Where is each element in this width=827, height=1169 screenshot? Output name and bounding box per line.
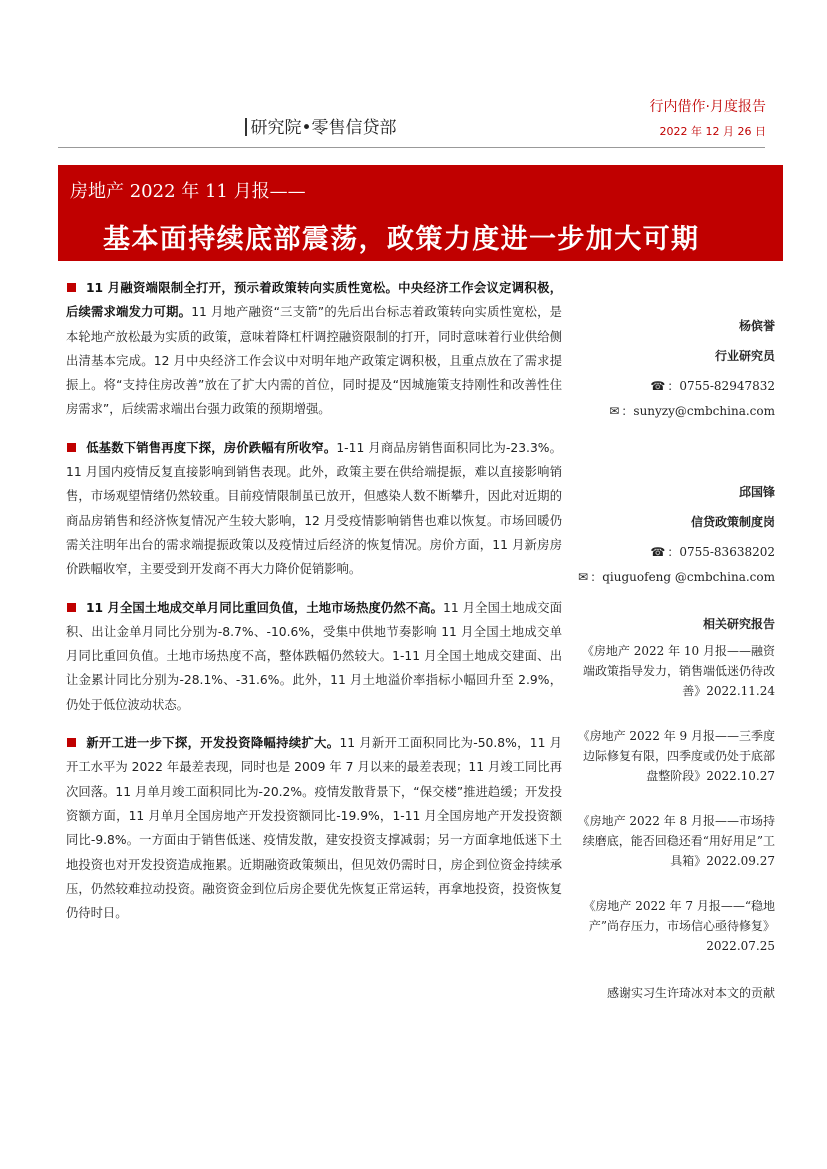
section-lead: 11 月全国土地成交单月同比重回负值，土地市场热度仍然不高。 — [86, 600, 444, 615]
main-content — [66, 276, 562, 939]
section-lead: 低基数下销售再度下探，房价跌幅有所收窄。 — [86, 440, 337, 455]
analyst-card — [575, 317, 775, 419]
related-report-title: 《房地产 2022 年 8 月报——市场持续磨底，能否回稳还看“用好用足”工具箱》 — [577, 814, 775, 868]
email-address[interactable]: qiuguofeng @cmbchina.com — [602, 570, 775, 584]
analyst-phone: ☎ ：0755-83638202 — [650, 545, 775, 559]
square-bullet-icon — [67, 738, 76, 747]
acknowledgement: 感谢实习生许琦冰对本文的贡献 — [606, 986, 775, 1000]
phone-icon: ☎ — [650, 545, 666, 559]
square-bullet-icon — [67, 283, 76, 292]
email-icon: ✉ — [578, 570, 589, 584]
related-report-date: 2022.07.25 — [706, 939, 775, 953]
phone-number: 0755-83638202 — [679, 545, 775, 559]
analyst-email: ✉ ：sunyzy@cmbchina.com — [609, 404, 775, 418]
related-report[interactable] — [575, 726, 775, 786]
related-report-title: 《房地产 2022 年 10 月报——融资端政策指导发力，销售端低迷仍待改善》 — [581, 644, 775, 698]
title-banner — [58, 165, 783, 261]
related-report[interactable] — [575, 896, 775, 956]
square-bullet-icon — [67, 443, 76, 452]
section-paragraph — [66, 596, 562, 717]
section-body: 11 月全国土地成交面积、出让金单月同比分别为-8.7%、-10.6%，受集中供地节奏影响 11 月全国土地成交单月同比重回负值。土地市场热度不高，整体跌幅仍然较大。1-11 月全国土地成交建面、出让金累计同比分别为-28.1%、-31.6%。此外，11 月土地溢价率指标小幅回升至 2.9%，仍处于低位波动状态。 — [66, 600, 562, 712]
sidebar — [575, 300, 775, 1001]
section-paragraph — [66, 276, 562, 422]
email-icon: ✉ — [609, 404, 620, 418]
analyst-card — [575, 483, 775, 585]
email-address[interactable]: sunyzy@cmbchina.com — [633, 404, 775, 418]
analyst-title: 行业研究员 — [714, 349, 775, 363]
report-date: 2022 年 12 月 26 日 — [659, 125, 766, 138]
related-report-title: 《房地产 2022 年 9 月报——三季度边际修复有限，四季度或仍处于底部盘整阶段》 — [577, 729, 775, 783]
section-lead: 新开工进一步下探，开发投资降幅持续扩大。 — [86, 736, 340, 751]
related-report-date: 2022.10.27 — [706, 769, 775, 783]
department-text: 研究院•零售信贷部 — [250, 118, 397, 138]
banner-title: 基本面持续底部震荡，政策力度进一步加大可期 — [103, 224, 700, 255]
related-report-date: 2022.11.24 — [706, 684, 775, 698]
analyst-name: 邱国锋 — [738, 485, 775, 499]
square-bullet-icon — [67, 603, 76, 612]
divider-bar — [245, 118, 247, 136]
section-body: 11 月地产融资“三支箭”的先后出台标志着政策转向实质性宽松，是本轮地产放松最为实质的政策，意味着降杠杆调控融资限制的打开，同时意味着行业供给侧出清基本完成。12 月中央经济工作会议中对明年地产政策定调积极，且重点放在了需求提振上。将“支持住房改善”放在了扩大内需的首位，同时提及“因城施策支持刚性和改善性住房需求”，后续需求端出台强力政策的预期增强。 — [66, 305, 562, 417]
related-report-date: 2022.09.27 — [706, 854, 775, 868]
analyst-name: 杨傧誉 — [738, 319, 775, 333]
section-paragraph — [66, 436, 562, 582]
related-report[interactable] — [575, 641, 775, 701]
section-lead: 11 月融资端限制全打开，预示着政策转向实质性宽松。中央经济工作会议定调积极，后续需求端发力可期。 — [66, 281, 562, 320]
analyst-email: ✉ ：qiuguofeng @cmbchina.com — [578, 570, 775, 584]
section-body: 1-11 月商品房销售面积同比为-23.3%。11 月国内疫情反复直接影响到销售表现。此外，政策主要在供给端提振，难以直接影响销售，市场观望情绪仍然较重。目前疫情限制虽已放开，但感染人数不断攀升，因此对近期的商品房销售和经济恢复情况产生较大影响，12 月受疫情影响销售也难以恢复。市场回暖仍需关注明年出台的需求端提振政策以及疫情过后经济的恢复情况。房价方面，11 月新房房价跌幅收窄，主要受到开发商不再大力降价促销影响。 — [66, 440, 562, 577]
header-rule — [58, 147, 765, 148]
department-label — [245, 113, 397, 138]
related-report[interactable] — [575, 811, 775, 871]
related-reports-heading: 相关研究报告 — [702, 617, 775, 631]
banner-subtitle: 房地产 2022 年 11 月报—— — [70, 181, 306, 202]
phone-icon: ☎ — [650, 379, 666, 393]
analyst-phone: ☎ ：0755-82947832 — [650, 379, 775, 393]
section-paragraph — [66, 731, 562, 925]
related-report-title: 《房地产 2022 年 7 月报——“稳地产”尚存压力，市场信心亟待修复》 — [583, 899, 775, 933]
report-type: 行内借作·月度报告 — [649, 99, 766, 115]
analyst-title: 信贷政策制度岗 — [690, 515, 775, 529]
phone-number: 0755-82947832 — [679, 379, 775, 393]
section-body: 11 月新开工面积同比为-50.8%，11 月开工水平为 2022 年最差表现，同时也是 2009 年 7 月以来的最差表现；11 月竣工同比再次回落。11 月单月竣工面积同比为-20.2%。疫情发散背景下，“保交楼”推进趋缓；开发投资额方面，11 月单月全国房地产开发投资额同比-19.9%，1-11 月全国房地产开发投资额同比-9.8%。一方面由于销售低迷、疫情发散，建安投资支撑减弱；另一方面拿地低迷下土地投资也对开发投资造成拖累。近期融资政策频出，但见效仍需时日，房企到位资金持续承压，仍然较难拉动投资。融资资金到位后房企要优先恢复正常运转，再拿地投资，投资恢复仍待时日。 — [66, 736, 562, 921]
